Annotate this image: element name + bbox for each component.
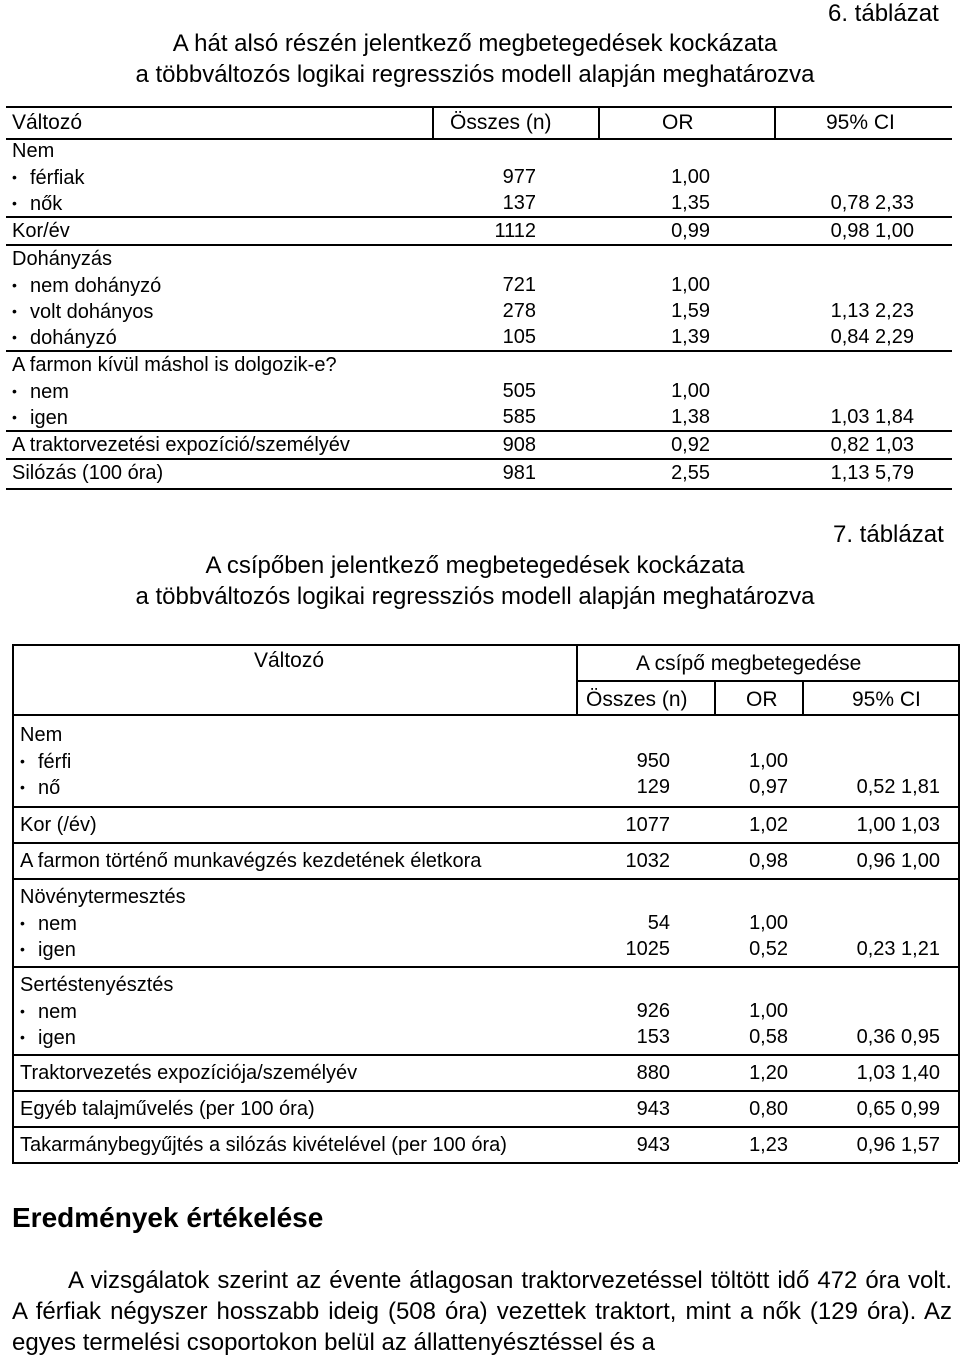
t7-row-total: 943 xyxy=(636,1134,670,1156)
t6-row-total: 977 xyxy=(502,166,536,188)
t6-header-border xyxy=(6,138,952,140)
t7-row-or: 1,23 xyxy=(749,1134,788,1156)
t7-row-border xyxy=(12,806,958,808)
t6-row-label: A farmon kívül máshol is dolgozik-e? xyxy=(12,354,337,376)
t6-row-or: 1,00 xyxy=(671,380,710,402)
t7-row-border xyxy=(12,878,958,880)
t7-row-total: 880 xyxy=(636,1062,670,1084)
t7-header-ci: 95% CI xyxy=(852,688,921,711)
t6-row-label: • nők xyxy=(12,190,62,217)
t7-row-label: Takarmánybegyűjtés a silózás kivételével (per 100 óra) xyxy=(20,1134,507,1156)
t6-row-ci: 0,82 1,03 xyxy=(830,434,914,456)
t7-row-total: 943 xyxy=(636,1098,670,1120)
t7-row-label: Traktorvezetés expozíciója/személyév xyxy=(20,1062,358,1084)
t7-row-or: 1,02 xyxy=(749,814,788,836)
table7-caption: 7. táblázat xyxy=(833,521,944,548)
t6-header-ci: 95% CI xyxy=(826,111,895,134)
table7-title xyxy=(60,550,890,612)
t7-row-label: Növénytermesztés xyxy=(20,886,186,908)
t6-row-label: Silózás (100 óra) xyxy=(12,462,164,484)
t6-row-label: Nem xyxy=(12,140,55,162)
t6-row-total: 721 xyxy=(502,274,536,296)
t7-row-label: • nem xyxy=(20,910,77,937)
t7-row-total: 129 xyxy=(636,776,670,798)
t6-row-total: 505 xyxy=(502,380,536,402)
t7-header-sep xyxy=(714,680,716,714)
t6-row-ci: 1,03 1,84 xyxy=(830,406,914,428)
t6-row-or: 0,99 xyxy=(671,220,710,242)
t7-row-label: Kor (/év) xyxy=(20,814,97,836)
t7-header-border xyxy=(12,714,958,716)
section-heading: Eredmények értékelése xyxy=(12,1202,324,1233)
table7-title-line1: A csípőben jelentkező megbetegedések kockázata xyxy=(205,552,745,579)
t7-row-border xyxy=(12,842,958,844)
t7-row-ci: 1,00 1,03 xyxy=(856,814,940,836)
t7-row-label: • igen xyxy=(20,936,76,963)
t6-row-total: 1112 xyxy=(494,220,536,242)
t7-row-total: 1077 xyxy=(625,814,670,836)
t6-row-total: 585 xyxy=(502,406,536,428)
t6-row-ci: 1,13 5,79 xyxy=(830,462,914,484)
t6-row-label: • nem xyxy=(12,378,69,405)
t7-row-or: 0,80 xyxy=(749,1098,788,1120)
t7-header-or: OR xyxy=(746,688,778,711)
t7-row-border xyxy=(12,1126,958,1128)
t7-row-ci: 0,36 0,95 xyxy=(856,1026,940,1048)
t6-row-or: 1,39 xyxy=(671,326,710,348)
t6-row-label: Kor/év xyxy=(12,220,70,242)
t7-row-total: 1032 xyxy=(625,850,670,872)
t7-row-total: 1025 xyxy=(625,938,670,960)
table6-title-line2: a többváltozós logikai regressziós modell alapján meghatározva xyxy=(135,61,815,88)
t7-row-label: • nő xyxy=(20,774,60,801)
t6-header-sep xyxy=(432,106,434,138)
t6-row-total: 105 xyxy=(502,326,536,348)
t7-row-or: 1,20 xyxy=(749,1062,788,1084)
t6-row-label: • nem dohányzó xyxy=(12,272,161,299)
t6-header-sep xyxy=(774,106,776,138)
t6-top-border xyxy=(6,106,952,108)
t7-header-group: A csípő megbetegedése xyxy=(636,652,862,675)
t7-left-border xyxy=(12,644,14,1162)
t6-row-border xyxy=(6,488,952,490)
t6-row-label: A traktorvezetési expozíció/személyév xyxy=(12,434,350,456)
t7-row-border xyxy=(12,1054,958,1056)
t6-row-total: 137 xyxy=(502,192,536,214)
t7-row-label: • férfi xyxy=(20,748,71,775)
t7-header-mid xyxy=(576,680,958,682)
t7-row-or: 0,97 xyxy=(749,776,788,798)
t7-row-border xyxy=(12,1090,958,1092)
t7-row-label: • nem xyxy=(20,998,77,1025)
t6-header-or: OR xyxy=(662,111,694,134)
table6-caption: 6. táblázat xyxy=(828,0,939,27)
t6-row-ci: 1,13 2,23 xyxy=(830,300,914,322)
t7-header-variable: Változó xyxy=(254,649,325,672)
table7-title-line2: a többváltozós logikai regressziós modell alapján meghatározva xyxy=(135,583,815,610)
t6-row-total: 908 xyxy=(502,434,536,456)
t7-row-label: Egyéb talajművelés (per 100 óra) xyxy=(20,1098,315,1120)
t7-row-or: 1,00 xyxy=(749,750,788,772)
t7-row-total: 926 xyxy=(636,1000,670,1022)
t7-row-ci: 0,96 1,00 xyxy=(856,850,940,872)
t7-row-label: Nem xyxy=(20,724,63,746)
t7-row-ci: 0,96 1,57 xyxy=(856,1134,940,1156)
t6-row-label: • dohányzó xyxy=(12,324,117,351)
t6-row-ci: 0,78 2,33 xyxy=(830,192,914,214)
t7-row-ci: 1,03 1,40 xyxy=(856,1062,940,1084)
t6-header-sep xyxy=(598,106,600,138)
table6-title-line1: A hát alsó részén jelentkező megbetegedések kockázata xyxy=(172,30,778,57)
t6-row-or: 1,38 xyxy=(671,406,710,428)
t6-row-label: Dohányzás xyxy=(12,248,113,270)
t6-row-or: 1,00 xyxy=(671,274,710,296)
t6-row-label: • volt dohányos xyxy=(12,298,153,325)
t7-row-ci: 0,65 0,99 xyxy=(856,1098,940,1120)
t7-row-ci: 0,23 1,21 xyxy=(856,938,940,960)
t7-row-total: 950 xyxy=(636,750,670,772)
t6-row-or: 0,92 xyxy=(671,434,710,456)
t7-row-total: 54 xyxy=(647,912,670,934)
t7-row-or: 0,58 xyxy=(749,1026,788,1048)
section-paragraph: A vizsgálatok szerint az évente átlagosan traktorvezetéssel töltött idő 472 óra volt. A férfiak négyszer hosszabb ideig (508 óra) vezettek traktort, mint a nők (129 óra). Az egyes termelési csoportokon belül az állattenyésztéssel és a xyxy=(12,1267,952,1356)
t6-header-total: Összes (n) xyxy=(450,111,552,134)
t7-row-label: • igen xyxy=(20,1024,76,1051)
t6-row-label: • férfiak xyxy=(12,164,84,191)
table6-title xyxy=(60,28,890,90)
t7-row-ci: 0,52 1,81 xyxy=(856,776,940,798)
t6-row-total: 981 xyxy=(502,462,536,484)
t7-header-sep xyxy=(576,644,578,714)
t7-row-border xyxy=(12,1162,958,1164)
t6-header-variable: Változó xyxy=(12,111,83,134)
t7-row-or: 1,00 xyxy=(749,1000,788,1022)
t6-row-ci: 0,84 2,29 xyxy=(830,326,914,348)
t7-row-total: 153 xyxy=(636,1026,670,1048)
t6-row-or: 2,55 xyxy=(671,462,710,484)
t7-header-sep xyxy=(802,680,804,714)
t7-row-or: 0,98 xyxy=(749,850,788,872)
t7-row-or: 1,00 xyxy=(749,912,788,934)
t6-row-or: 1,00 xyxy=(671,166,710,188)
t7-row-or: 0,52 xyxy=(749,938,788,960)
t6-row-or: 1,59 xyxy=(671,300,710,322)
t7-top-border xyxy=(12,644,958,646)
t6-row-total: 278 xyxy=(502,300,536,322)
t6-row-or: 1,35 xyxy=(671,192,710,214)
t6-row-border xyxy=(6,244,952,246)
t7-row-label: Sertéstenyésztés xyxy=(20,974,174,996)
t7-row-label: A farmon történő munkavégzés kezdetének életkora xyxy=(20,850,482,872)
t7-header-total: Összes (n) xyxy=(586,688,688,711)
t6-row-ci: 0,98 1,00 xyxy=(830,220,914,242)
t7-row-border xyxy=(12,966,958,968)
t6-row-label: • igen xyxy=(12,404,68,431)
